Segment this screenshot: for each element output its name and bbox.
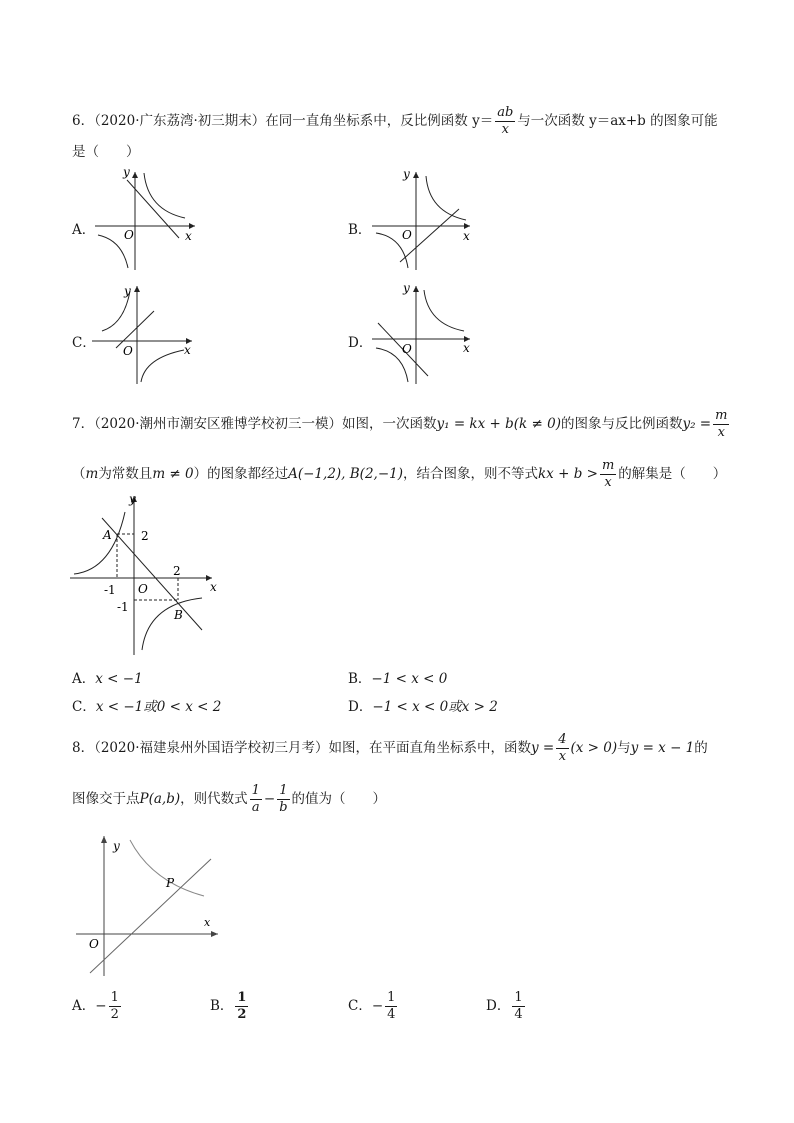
q6-option-b-graph	[372, 168, 482, 273]
q6-d-y-label: y	[403, 281, 410, 295]
q6-d-origin-label: O	[402, 342, 412, 356]
q6-option-a-label: A．	[72, 222, 96, 238]
q7-tick-xm1: -1	[104, 583, 116, 597]
q6-option-c-graph	[92, 282, 202, 387]
q6-option-a-graph	[95, 165, 205, 273]
q8-option-a: A．− $\frac{1}{2}$	[72, 990, 119, 1022]
q6-option-d-label: D．	[348, 335, 373, 351]
q8-graph	[72, 832, 232, 982]
q7-stem-line2: （m为常数且m ≠ 0）的图象都经过A(−1,2), B(2,−1)，结合图象，则不等式kx + b > $\frac{m}{x}$ 的解集是（ ）	[72, 458, 727, 490]
q7-tick-x2: 2	[173, 564, 181, 578]
q7-option-c: C．x < −1或0 < x < 2	[72, 699, 222, 715]
q6-b-y-label: y	[403, 167, 410, 181]
q6-option-d-graph	[372, 282, 482, 387]
q6-option-b-label: B．	[348, 222, 372, 238]
q6-c-y-label: y	[124, 284, 131, 298]
q7-y-label: y	[129, 492, 136, 506]
q6-a-y-label: y	[123, 165, 130, 179]
q7-graph	[70, 490, 230, 660]
q8-option-d: D． $\frac{1}{4}$	[486, 990, 523, 1022]
q6-a-x-label: x	[185, 229, 192, 243]
q7-option-d: D．−1 < x < 0或x > 2	[348, 699, 498, 715]
q8-x-label: x	[204, 916, 211, 929]
q8-stem-line1: 8．（2020·福建泉州外国语学校初三月考）如图，在平面直角坐标系中，函数y = $\frac{4}{x}$ (x > 0)与y = x − 1的	[72, 732, 708, 764]
q6-stem-line1: 6．（2020·广东荔湾·初三期末）在同一直角坐标系中，反比例函数 y＝ $\frac{ab}{x}$ 与一次函数 y＝ax+b 的图象可能	[72, 105, 718, 137]
q8-stem-line2: 图像交于点P(a,b)，则代数式 $\frac{1}{a}$ − $\frac{1}{b}$ 的值为（ ）	[72, 783, 387, 815]
q6-stem-line2: 是（ ）	[72, 144, 140, 160]
q6-b-origin-label: O	[402, 228, 412, 242]
q6-b-x-label: x	[463, 229, 470, 243]
q8-option-b: B． $\frac{1}{2}$	[210, 990, 247, 1022]
q6-a-origin-label: O	[124, 228, 134, 242]
q7-tick-ym1: -1	[117, 600, 129, 614]
q7-origin-label: O	[138, 582, 148, 596]
q8-point-p-label: P	[166, 876, 175, 890]
q7-option-a: A．x < −1	[72, 671, 143, 687]
q6-c-origin-label: O	[123, 344, 133, 358]
q7-point-a-label: A	[103, 528, 112, 542]
q7-option-b: B．−1 < x < 0	[348, 671, 448, 687]
q7-point-b-label: B	[174, 608, 183, 622]
q6-c-x-label: x	[184, 343, 191, 357]
q6-option-c-label: C．	[72, 335, 96, 351]
q7-stem-line1: 7．（2020·潮州市潮安区雅博学校初三一模）如图，一次函数y₁ = kx + b(k ≠ 0)的图象与反比例函数y₂ = $\frac{m}{x}$	[72, 408, 728, 440]
q8-origin-label: O	[89, 937, 99, 951]
q8-option-c: C．− $\frac{1}{4}$	[348, 990, 396, 1022]
q8-y-label: y	[113, 839, 120, 853]
q6-d-x-label: x	[463, 341, 470, 355]
q7-x-label: x	[210, 580, 217, 594]
q7-tick-y2: 2	[141, 529, 149, 543]
